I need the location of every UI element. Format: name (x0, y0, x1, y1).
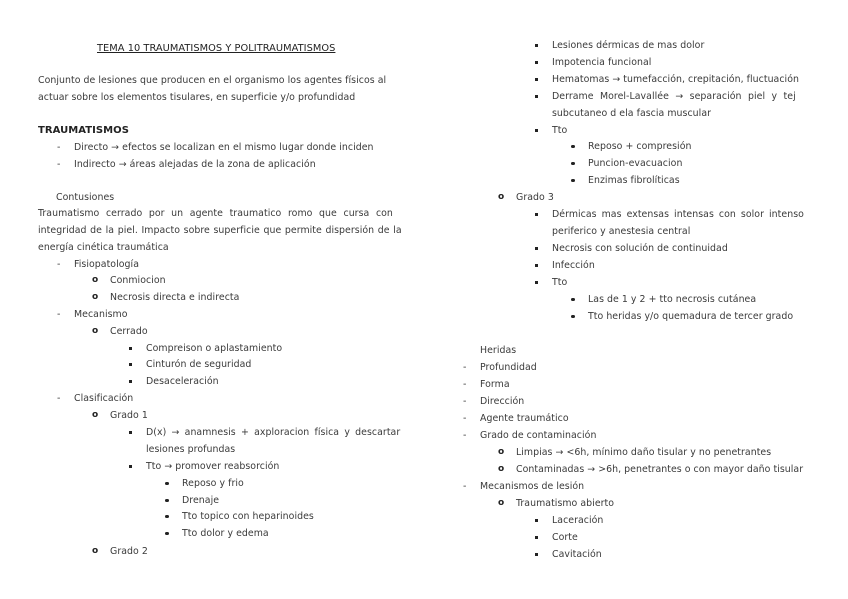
cinturon: Cinturón de seguridad (146, 359, 252, 370)
heridas-contaminacion: - Grado de contaminación (480, 429, 596, 442)
contusiones-heading: Contusiones (56, 192, 115, 203)
g2-lesiones: Lesiones dérmicas de mas dolor (552, 40, 705, 51)
heridas-profundidad: - Profundidad (480, 361, 537, 374)
g3-heridas: Tto heridas y/o quemadura de tercer grado (588, 311, 794, 322)
grado-2: o Grado 2 (110, 545, 148, 558)
g2-puncion: Puncion-evacuacion (588, 158, 683, 169)
g3-dermicas-line-2: periferico y anestesia central (552, 226, 691, 237)
heridas-direccion: - Dirección (480, 395, 524, 408)
corte: Corte (552, 532, 578, 543)
g2-enzimas: Enzimas fibrolíticas (588, 175, 680, 186)
grado-1: o Grado 1 (110, 409, 148, 422)
g2-tto: Tto (552, 125, 568, 136)
clasificacion: - Clasificación (74, 392, 133, 405)
fisiopatologia: - Fisiopatología (74, 258, 139, 271)
g2-hematomas: Hematomas → tumefacción, crepitación, fluctuación (552, 74, 799, 85)
heridas-agente: - Agente traumático (480, 412, 569, 425)
g3-infeccion: Infección (552, 260, 595, 271)
g3-tto: Tto (552, 277, 568, 288)
traumatismos-heading: TRAUMATISMOS (38, 125, 129, 136)
desaceleracion: Desaceleración (146, 376, 219, 387)
g2-derrame-line-2: subcutaneo d ela fascia muscular (552, 108, 712, 119)
page-title: TEMA 10 TRAUMATISMOS Y POLITRAUMATISMOS (97, 43, 336, 54)
heridas-mecanismos: - Mecanismos de lesión (480, 480, 584, 493)
g3-dermicas-line-1: Dérmicas mas extensas intensas con solor intenso (552, 209, 804, 220)
heridas-heading: Heridas (480, 345, 517, 356)
cavitacion: Cavitación (552, 549, 602, 560)
laceracion: Laceración (552, 515, 604, 526)
g3-las: Las de 1 y 2 + tto necrosis cutánea (588, 294, 757, 305)
traumatismo-indirecto: - Indirecto → áreas alejadas de la zona de aplicación (74, 158, 316, 171)
drenaje: Drenaje (182, 495, 220, 506)
g3-necrosis: Necrosis con solución de continuidad (552, 243, 728, 254)
tto-topico: Tto topico con heparinoides (182, 511, 314, 522)
contusiones-text-1: Traumatismo cerrado por un agente traumatico romo que cursa con (38, 208, 393, 219)
g2-derrame-line-1: Derrame Morel-Lavallée → separación piel y tej (552, 91, 796, 102)
tto-dolor: Tto dolor y edema (182, 528, 269, 539)
g2-reposo: Reposo + compresión (588, 141, 692, 152)
heridas-limpias: o Limpias → <6h, mínimo daño tisular y no penetrantes (516, 446, 771, 459)
compresion: Compreison o aplastamiento (146, 343, 283, 354)
g2-impotencia: Impotencia funcional (552, 57, 652, 68)
traumatismo-abierto: o Traumatismo abierto (516, 497, 614, 510)
traumatismo-directo: - Directo → efectos se localizan en el mismo lugar donde inciden (74, 141, 374, 154)
contusiones-text-3: energía cinética traumática (38, 242, 169, 253)
mecanismo: - Mecanismo (74, 308, 128, 321)
tto-grado-1: Tto → promover reabsorción (146, 461, 280, 472)
diagnostico-line-1: D(x) → anamnesis + axploracion física y descartar (146, 427, 401, 438)
cerrado: o Cerrado (110, 325, 148, 338)
intro-line-1: Conjunto de lesiones que producen en el organismo los agentes físicos al (38, 75, 387, 86)
contusiones-text-2: integridad de la piel. Impacto sobre superficie que permite dispersión de la (38, 225, 402, 236)
diagnostico-line-2: lesiones profundas (146, 444, 236, 455)
conmocion: o Conmiocion (110, 274, 166, 287)
grado-3: o Grado 3 (516, 191, 554, 204)
reposo-frio: Reposo y frio (182, 478, 244, 489)
heridas-contaminadas: o Contaminadas → >6h, penetrantes o con mayor daño tisular (516, 463, 803, 476)
necrosis-directa: o Necrosis directa e indirecta (110, 291, 239, 304)
heridas-forma: - Forma (480, 378, 510, 391)
intro-line-2: actuar sobre los elementos tisulares, en superficie y/o profundidad (38, 92, 356, 103)
